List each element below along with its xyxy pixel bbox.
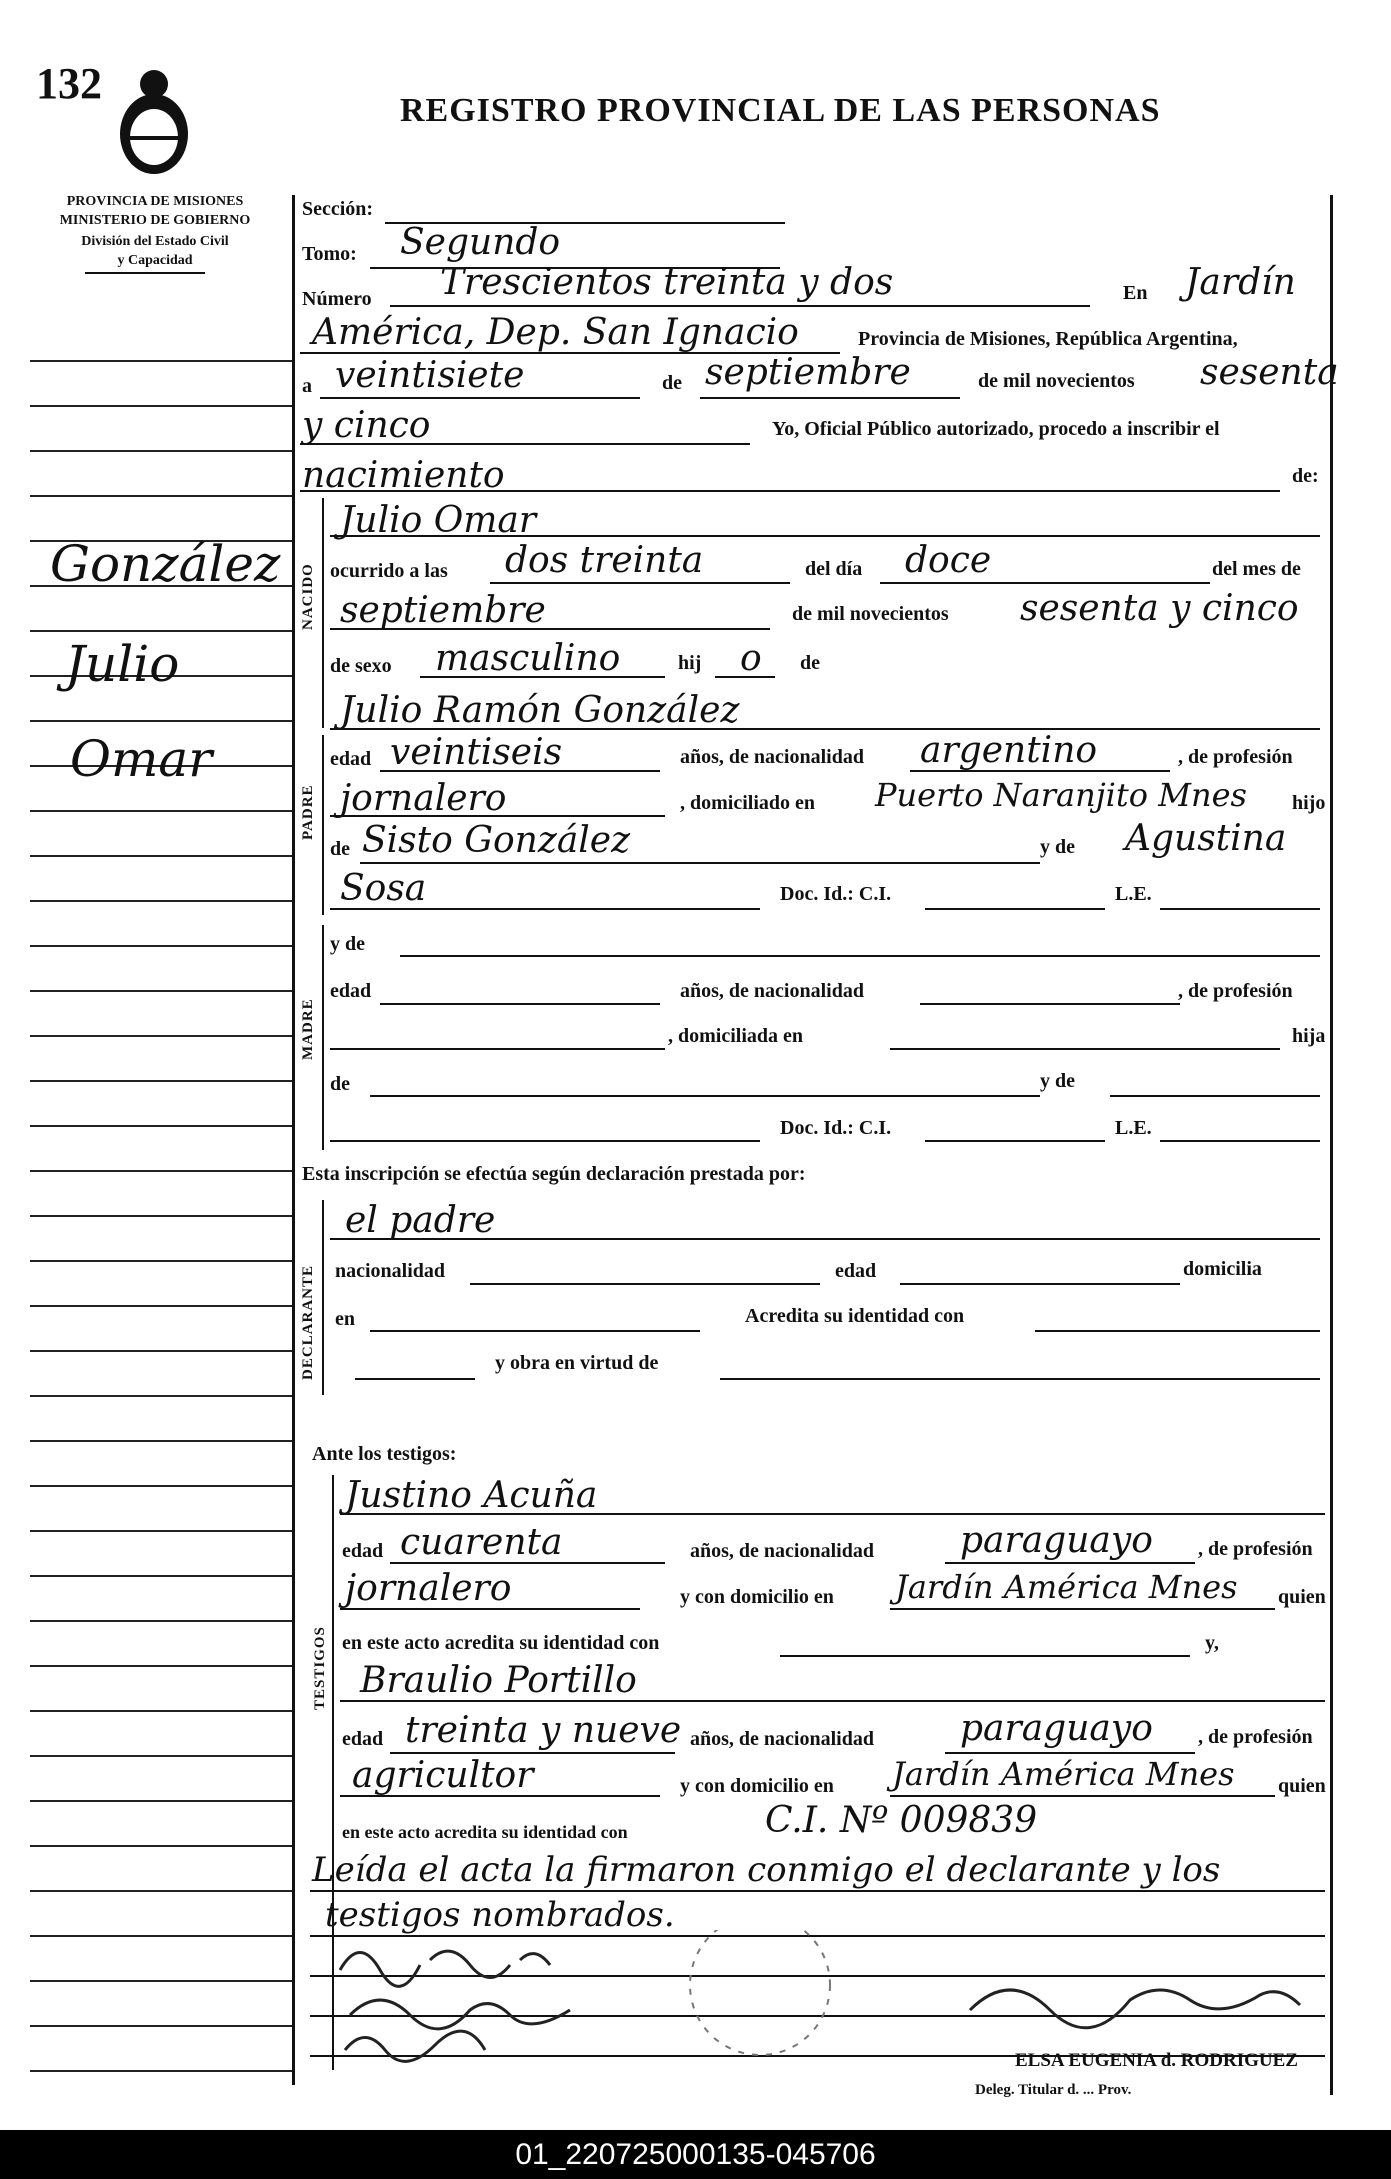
hora-value: dos treinta <box>505 540 704 581</box>
edad-t1-value: cuarenta <box>400 1522 563 1563</box>
tomo-label: Tomo: <box>302 243 357 265</box>
mes-nac-value: septiembre <box>340 590 546 631</box>
edad-madre-label: edad <box>330 980 372 1002</box>
numero-value: Trescientos treinta y dos <box>440 262 894 303</box>
y-de-madre-label: y de <box>330 933 365 955</box>
seccion-label: Sección: <box>302 198 374 220</box>
dia-value: veintisiete <box>335 355 525 396</box>
coat-of-arms-icon <box>112 62 196 182</box>
profesion-t1-label: , de profesión <box>1198 1538 1313 1560</box>
obra-label: y obra en virtud de <box>495 1352 659 1374</box>
ante-label: Ante los testigos: <box>312 1443 457 1465</box>
anio2-value: y cinco <box>302 405 431 446</box>
frame-right-border <box>1330 195 1333 2095</box>
anos-nac-t2-label: años, de nacionalidad <box>690 1728 874 1750</box>
de-label-2: de <box>800 652 820 674</box>
abuela2-value: Sosa <box>340 868 427 909</box>
este-acto-t1-label: en este acto acredita su identidad con <box>342 1632 660 1654</box>
document-title: REGISTRO PROVINCIAL DE LAS PERSONAS <box>400 92 1161 129</box>
division-label: División del Estado Civil <box>81 234 229 249</box>
prof-t1-value: jornalero <box>345 1568 512 1609</box>
hij-value: o <box>740 638 762 679</box>
del-mes-label: del mes de <box>1212 558 1301 580</box>
de-madre-label: de <box>330 1073 350 1095</box>
lugar-value: América, Dep. San Ignacio <box>312 312 799 353</box>
de-label-3: de <box>330 838 350 860</box>
frame-left-border <box>292 195 295 2085</box>
domiciliado-label: , domiciliado en <box>680 792 816 814</box>
acto-value: nacimiento <box>302 455 505 496</box>
margin-surname: González <box>50 535 281 593</box>
nacido-label: NACIDO <box>300 563 316 630</box>
declarante-value: el padre <box>345 1200 496 1241</box>
abuela1-value: Agustina <box>1125 818 1287 859</box>
padre-border <box>322 735 324 915</box>
ministry-label: MINISTERIO DE GOBIERNO <box>59 213 251 228</box>
ocurrido-label: ocurrido a las <box>330 560 448 582</box>
testigos-label: TESTIGOS <box>312 1626 328 1710</box>
quien-t2-label: quien <box>1278 1775 1326 1797</box>
numero-label: Número <box>302 288 372 310</box>
edad-t2-label: edad <box>342 1728 384 1750</box>
capacity-label: y Capacidad <box>117 253 193 268</box>
dom-t2-value: Jardín América Mnes <box>892 1755 1235 1793</box>
nac-padre-value: argentino <box>920 730 1098 771</box>
mes-value: septiembre <box>705 352 911 393</box>
edad-t1-label: edad <box>342 1540 384 1562</box>
prof-t2-value: agricultor <box>352 1755 534 1796</box>
leida2-value: testigos nombrados. <box>325 1895 675 1935</box>
yo-label: Yo, Oficial Público autorizado, procedo a inscribir el <box>772 418 1220 440</box>
a-label: a <box>302 375 312 397</box>
dom-t1-value: Jardín América Mnes <box>895 1568 1238 1606</box>
acredita-label: Acredita su identidad con <box>745 1305 965 1327</box>
madre-border <box>322 925 324 1150</box>
nac-t1-value: paraguayo <box>960 1520 1153 1561</box>
divider <box>85 272 205 274</box>
sexo-value: masculino <box>435 638 621 679</box>
de-label: de <box>662 372 682 394</box>
doc-id-label: Doc. Id.: C.I. <box>780 883 892 905</box>
en-decl-label: en <box>335 1308 355 1330</box>
leida1-value: Leída el acta la firmaron conmigo el declarante y los <box>312 1850 1221 1890</box>
de-mil-nov-label: de mil novecientos <box>792 603 949 625</box>
dom-padre-value: Puerto Naranjito Mnes <box>875 776 1247 814</box>
nacionalidad-label: nacionalidad <box>335 1260 446 1282</box>
declarante-label: DECLARANTE <box>300 1264 316 1380</box>
padre-value: Julio Ramón González <box>340 690 740 731</box>
edad-t2-value: treinta y nueve <box>405 1710 682 1751</box>
abuelo-value: Sisto González <box>362 820 631 861</box>
anos-nac-label: años, de nacionalidad <box>680 746 864 768</box>
inscripcion-label: Esta inscripción se efectúa según declaración prestada por: <box>302 1163 806 1185</box>
en-label: En <box>1123 282 1148 304</box>
province-label: PROVINCIA DE MISIONES <box>66 194 244 209</box>
prof-padre-value: jornalero <box>340 778 507 819</box>
anos-nac-madre-label: años, de nacionalidad <box>680 980 864 1002</box>
page-number: 132 <box>36 59 102 108</box>
este-acto-t2-label: en este acto acredita su identidad con <box>342 1822 628 1842</box>
de-mil-label: de mil novecientos <box>978 370 1135 392</box>
anio-nac-value: sesenta y cinco <box>1020 588 1299 629</box>
madre-label: MADRE <box>300 998 316 1060</box>
le-madre-label: L.E. <box>1115 1117 1152 1139</box>
nacido-border <box>322 498 324 728</box>
anos-nac-t1-label: años, de nacionalidad <box>690 1540 874 1562</box>
de-colon-label: de: <box>1292 465 1319 487</box>
doc-t2-value: C.I. Nº 009839 <box>765 1800 1038 1841</box>
nac-t2-value: paraguayo <box>960 1708 1153 1749</box>
edad-padre-value: veintiseis <box>390 732 563 773</box>
margin-name1: Julio <box>65 635 180 693</box>
doc-id-madre-label: Doc. Id.: C.I. <box>780 1117 892 1139</box>
domicilia-label: domicilia <box>1183 1258 1262 1280</box>
testigo2-value: Braulio Portillo <box>360 1660 637 1701</box>
profesion-t2-label: , de profesión <box>1198 1726 1313 1748</box>
y-de-madre2-label: y de <box>1040 1070 1075 1092</box>
declarante-border <box>322 1200 324 1395</box>
domiciliada-label: , domiciliada en <box>668 1025 804 1047</box>
official-name: ELSA EUGENIA d. RODRIGUEZ <box>1015 2050 1298 2071</box>
le-label: L.E. <box>1115 883 1152 905</box>
edad-label: edad <box>330 748 372 770</box>
sexo-label: de sexo <box>330 655 392 677</box>
provincia-label: Provincia de Misiones, República Argentina, <box>858 328 1238 350</box>
tomo-value: Segundo <box>400 222 561 263</box>
hij-label: hij <box>678 652 702 674</box>
margin-name2: Omar <box>70 730 213 788</box>
y-de-label: y de <box>1040 836 1075 858</box>
quien-t1-label: quien <box>1278 1586 1326 1608</box>
edad-decl-label: edad <box>835 1260 877 1282</box>
y-con-dom-t2-label: y con domicilio en <box>680 1775 834 1797</box>
y-con-dom-t1-label: y con domicilio en <box>680 1586 834 1608</box>
profesion-madre-label: , de profesión <box>1178 980 1293 1002</box>
official-title: Deleg. Titular d. ... Prov. <box>975 2082 1132 2098</box>
dia-nac-value: doce <box>905 540 992 581</box>
nombre-value: Julio Omar <box>340 500 537 541</box>
y-coma-label: y, <box>1205 1632 1219 1654</box>
hija-label: hija <box>1292 1025 1326 1047</box>
anio1-value: sesenta <box>1200 352 1339 393</box>
en-value: Jardín <box>1185 262 1296 303</box>
footer-id-bar: 01_220725000135-045706 <box>0 2130 1391 2179</box>
padre-label: PADRE <box>300 784 316 840</box>
del-dia-label: del día <box>805 558 863 580</box>
profesion-label: , de profesión <box>1178 746 1293 768</box>
testigo1-value: Justino Acuña <box>345 1475 598 1516</box>
hijo-label: hijo <box>1292 792 1326 814</box>
